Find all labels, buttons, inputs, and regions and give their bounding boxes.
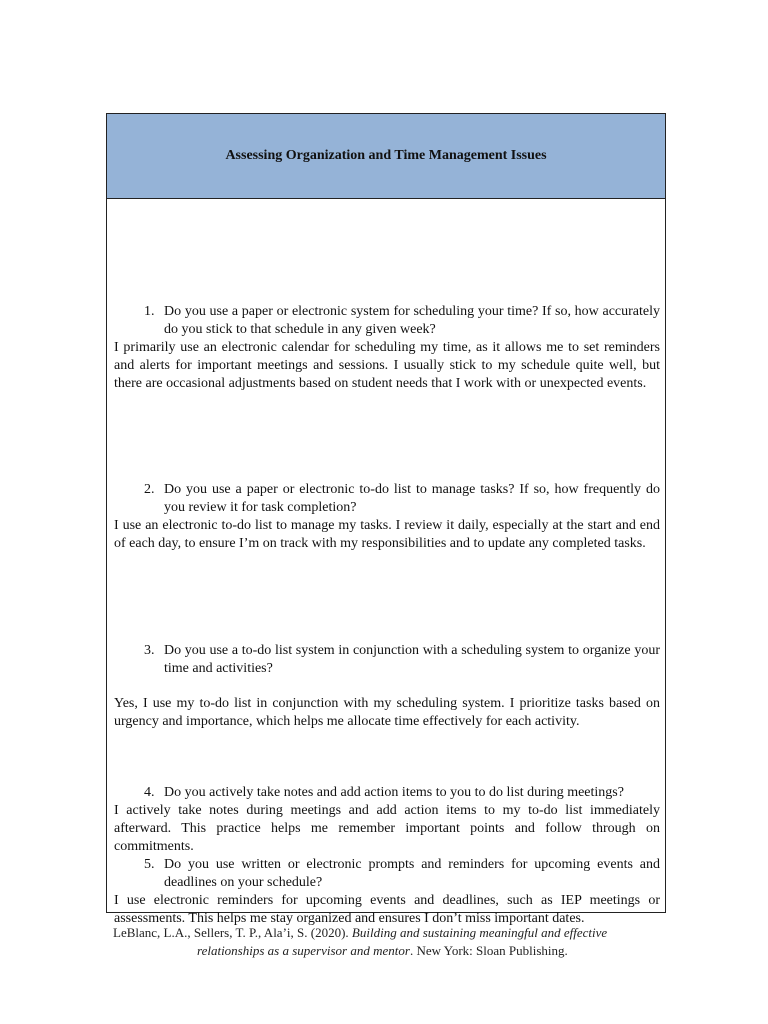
- qa-item-4: [114, 784, 660, 928]
- answer-5: I use electronic reminders for upcoming events and deadlines, such as IEP meetings or assessments. This helps me stay organized and ensures I don’t miss important dates.: [114, 893, 660, 926]
- citation-title-continued: relationships as a supervisor and mentor: [197, 943, 410, 958]
- question-2: [114, 481, 660, 517]
- question-number: 1.: [144, 304, 155, 319]
- question-number: 5.: [144, 857, 155, 872]
- table-header: [107, 114, 665, 199]
- question-5: [114, 856, 660, 892]
- question-text: Do you actively take notes and add action items to you to do list during meetings?: [164, 785, 624, 800]
- table-body: [107, 199, 665, 926]
- answer-2: I use an electronic to-do list to manage my tasks. I review it daily, especially at the start and end of each day, to ensure I’m on track with my responsibilities and to update any completed tasks.: [114, 518, 660, 551]
- question-text: Do you use a to-do list system in conjunction with a scheduling system to organize your time and activities?: [164, 643, 660, 676]
- assessment-table: [106, 113, 666, 926]
- question-number: 4.: [144, 785, 155, 800]
- qa-item-3: [114, 642, 660, 731]
- citation-authors: LeBlanc, L.A., Sellers, T. P., Ala’i, S. (2020).: [113, 925, 352, 940]
- question-number: 2.: [144, 482, 155, 497]
- citation-publisher: . New York: Sloan Publishing.: [409, 943, 568, 958]
- question-4: [114, 784, 660, 802]
- answer-4: I actively take notes during meetings and add action items to my to-do list immediately afterward. This practice helps me remember important points and follow through on commitments.: [114, 803, 660, 854]
- question-text: Do you use written or electronic prompts and reminders for upcoming events and deadlines on your schedule?: [164, 857, 660, 890]
- question-3: [114, 642, 660, 678]
- qa-item-1: [114, 303, 660, 393]
- question-text: Do you use a paper or electronic system for scheduling your time? If so, how accurately do you stick to that schedule in any given week?: [164, 304, 660, 337]
- question-1: [114, 303, 660, 339]
- answer-1: I primarily use an electronic calendar for scheduling my time, as it allows me to set reminders and alerts for important meetings and sessions. I usually stick to my schedule quite well, but there are occasional adjustments based on student needs that I work with or unexpected events.: [114, 340, 660, 391]
- page-title: Assessing Organization and Time Management Issues: [225, 148, 547, 163]
- answer-3: Yes, I use my to-do list in conjunction with my scheduling system. I prioritize tasks based on urgency and importance, which helps me allocate time effectively for each activity.: [114, 696, 660, 729]
- question-number: 3.: [144, 643, 155, 658]
- qa-item-2: [114, 481, 660, 553]
- citation: [113, 924, 673, 960]
- question-text: Do you use a paper or electronic to-do list to manage tasks? If so, how frequently do you review it for task completion?: [164, 482, 660, 515]
- citation-title: Building and sustaining meaningful and effective: [351, 925, 608, 940]
